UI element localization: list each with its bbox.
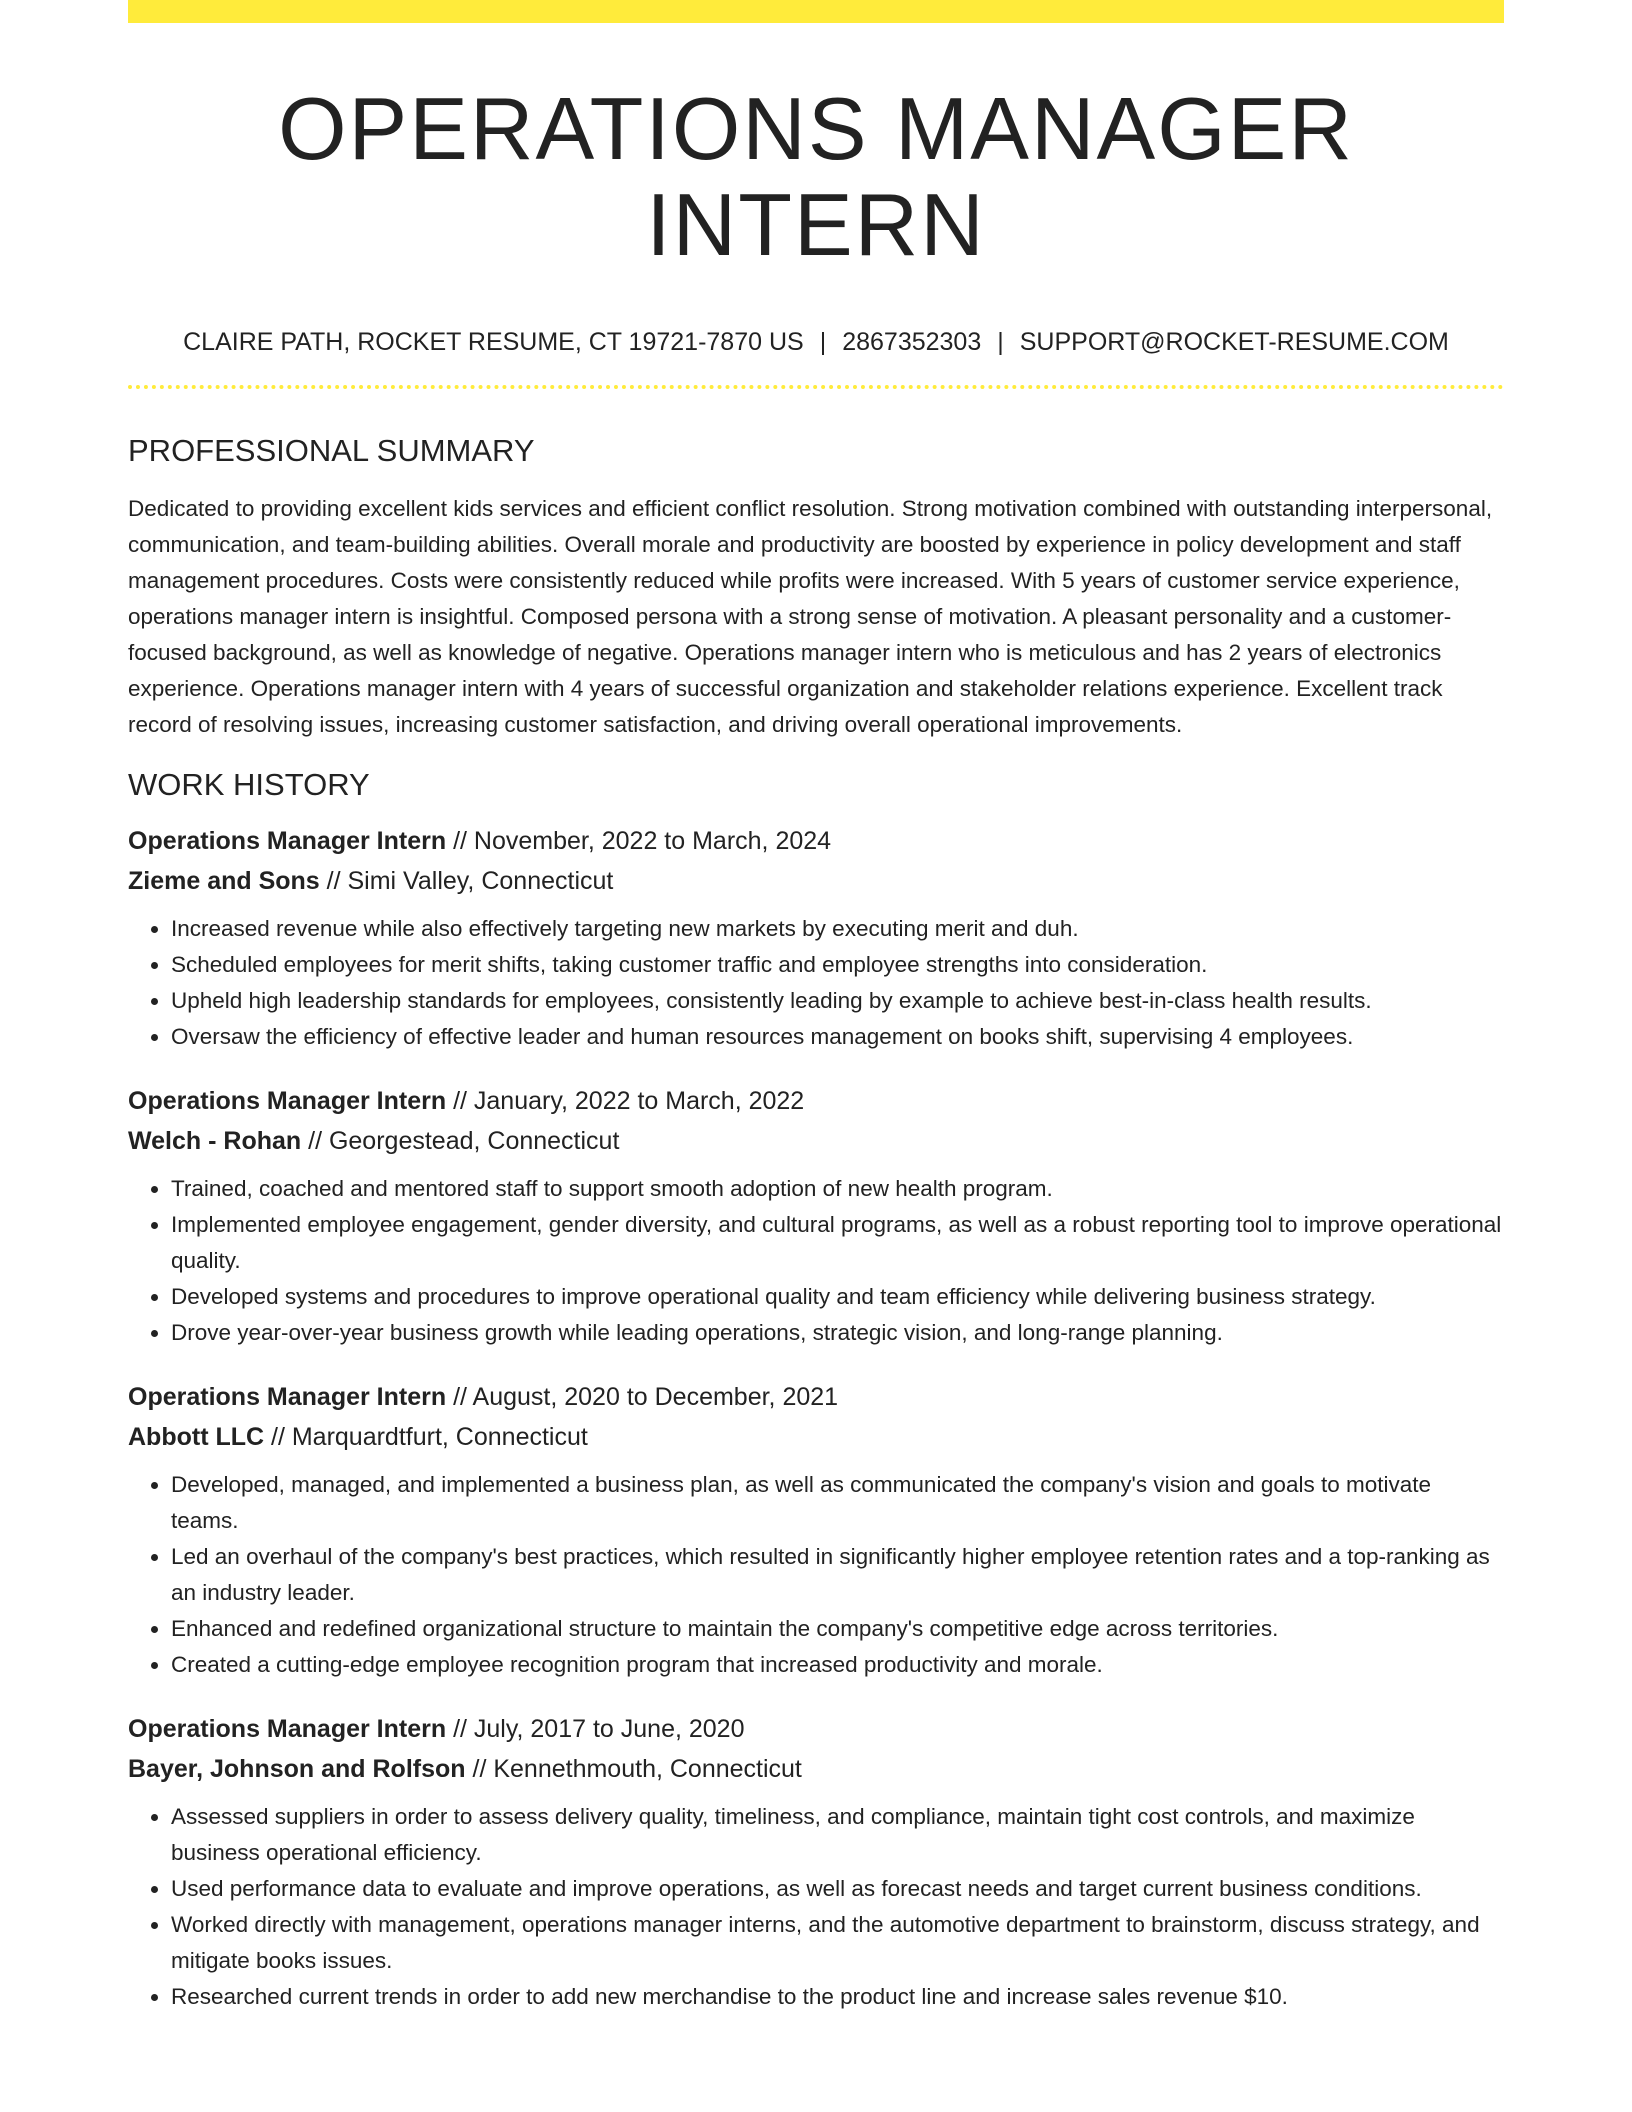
job-bullets	[128, 1171, 1504, 1351]
job-dates: // August, 2020 to December, 2021	[446, 1383, 839, 1411]
dotted-divider	[128, 385, 1504, 389]
contact-email: SUPPORT@ROCKET-RESUME.COM	[1019, 328, 1449, 356]
summary-text: Dedicated to providing excellent kids services and efficient conflict resolution. Strong motivation combined with outstanding interpersonal, communication, and team-building abilities. Overall morale and productivity are boosted by experience in policy development and staff management procedures. Costs were consistently reduced while profits were increased. With 5 years of customer service experience, operations manager intern is insightful. Composed persona with a strong sense of motivation. A pleasant personality and a customer-focused background, as well as knowledge of negative. Operations manager intern who is meticulous and has 2 years of electronics experience. Operations manager intern with 4 years of successful organization and stakeholder relations experience. Excellent track record of resolving issues, increasing customer satisfaction, and driving overall operational improvements.	[128, 496, 1493, 737]
job-title-line	[128, 1377, 1504, 1417]
resume-page	[128, 0, 1504, 2015]
job-bullet: • Increased revenue while also effectively targeting new markets by executing merit and duh.	[171, 911, 1504, 947]
job-company: Bayer, Johnson and Rolfson	[128, 1755, 466, 1783]
job-entry	[128, 1709, 1504, 2015]
contact-phone: 2867352303	[842, 328, 982, 356]
job-title: Operations Manager Intern	[128, 1087, 447, 1115]
job-bullet: • Scheduled employees for merit shifts, taking customer traffic and employee strengths into consideration.	[171, 947, 1504, 983]
job-bullet: • Enhanced and redefined organizational structure to maintain the company's competitive edge across territories.	[171, 1611, 1504, 1647]
job-title: Operations Manager Intern	[128, 1715, 447, 1743]
job-title-line	[128, 1709, 1504, 1749]
job-company-line	[128, 1749, 1504, 1789]
resume-title: OPERATIONS MANAGER INTERN	[278, 79, 1354, 274]
job-bullet: • Oversaw the efficiency of effective leader and human resources management on books shift, supervising 4 employees.	[171, 1019, 1504, 1055]
job-bullet: • Led an overhaul of the company's best practices, which resulted in significantly higher employee retention rates and a top-ranking as an industry leader.	[171, 1539, 1504, 1611]
job-bullet: • Used performance data to evaluate and improve operations, as well as forecast needs and target current business conditions.	[171, 1871, 1504, 1907]
job-bullet: • Worked directly with management, operations manager interns, and the automotive department to brainstorm, discuss strategy, and mitigate books issues.	[171, 1907, 1504, 1979]
job-title: Operations Manager Intern	[128, 1383, 447, 1411]
job-title-line	[128, 1081, 1504, 1121]
job-bullets	[128, 911, 1504, 1055]
job-entry	[128, 821, 1504, 1055]
job-bullet: • Created a cutting-edge employee recognition program that increased productivity and morale.	[171, 1647, 1504, 1683]
summary-heading: PROFESSIONAL SUMMARY	[128, 433, 535, 468]
job-location: // Georgestead, Connecticut	[301, 1127, 620, 1155]
job-bullets	[128, 1467, 1504, 1683]
job-bullet: • Drove year-over-year business growth while leading operations, strategic vision, and long-range planning.	[171, 1315, 1504, 1351]
job-dates: // January, 2022 to March, 2022	[446, 1087, 805, 1115]
job-company: Abbott LLC	[128, 1423, 265, 1451]
contact-separator: |	[819, 328, 827, 356]
contact-address: CLAIRE PATH, ROCKET RESUME, CT 19721-7870 US	[183, 328, 804, 356]
contact-line	[128, 327, 1504, 357]
job-title-line	[128, 821, 1504, 861]
job-location: // Simi Valley, Connecticut	[319, 867, 614, 895]
job-title: Operations Manager Intern	[128, 827, 447, 855]
job-bullets	[128, 1799, 1504, 2015]
job-entry	[128, 1081, 1504, 1351]
job-bullet: • Researched current trends in order to add new merchandise to the product line and increase sales revenue $10.	[171, 1979, 1504, 2015]
job-dates: // July, 2017 to June, 2020	[446, 1715, 745, 1743]
job-entry	[128, 1377, 1504, 1683]
accent-top-bar	[128, 0, 1504, 23]
job-location: // Marquardtfurt, Connecticut	[264, 1423, 588, 1451]
work-history-heading: WORK HISTORY	[128, 767, 370, 802]
job-bullet: • Upheld high leadership standards for employees, consistently leading by example to achieve best-in-class health results.	[171, 983, 1504, 1019]
job-company: Zieme and Sons	[128, 867, 320, 895]
contact-separator: |	[997, 328, 1004, 356]
job-company: Welch - Rohan	[128, 1127, 302, 1155]
job-location: // Kennethmouth, Connecticut	[465, 1755, 802, 1783]
job-bullet: • Trained, coached and mentored staff to support smooth adoption of new health program.	[171, 1171, 1504, 1207]
job-bullet: • Developed, managed, and implemented a business plan, as well as communicated the company's vision and goals to motivate teams.	[171, 1467, 1504, 1539]
job-company-line	[128, 1121, 1504, 1161]
job-dates: // November, 2022 to March, 2024	[446, 827, 832, 855]
job-company-line	[128, 1417, 1504, 1457]
job-company-line	[128, 861, 1504, 901]
job-bullet: • Implemented employee engagement, gender diversity, and cultural programs, as well as a robust reporting tool to improve operational quality.	[171, 1207, 1504, 1279]
job-bullet: • Assessed suppliers in order to assess delivery quality, timeliness, and compliance, maintain tight cost controls, and maximize business operational efficiency.	[171, 1799, 1504, 1871]
job-bullet: • Developed systems and procedures to improve operational quality and team efficiency while delivering business strategy.	[171, 1279, 1504, 1315]
